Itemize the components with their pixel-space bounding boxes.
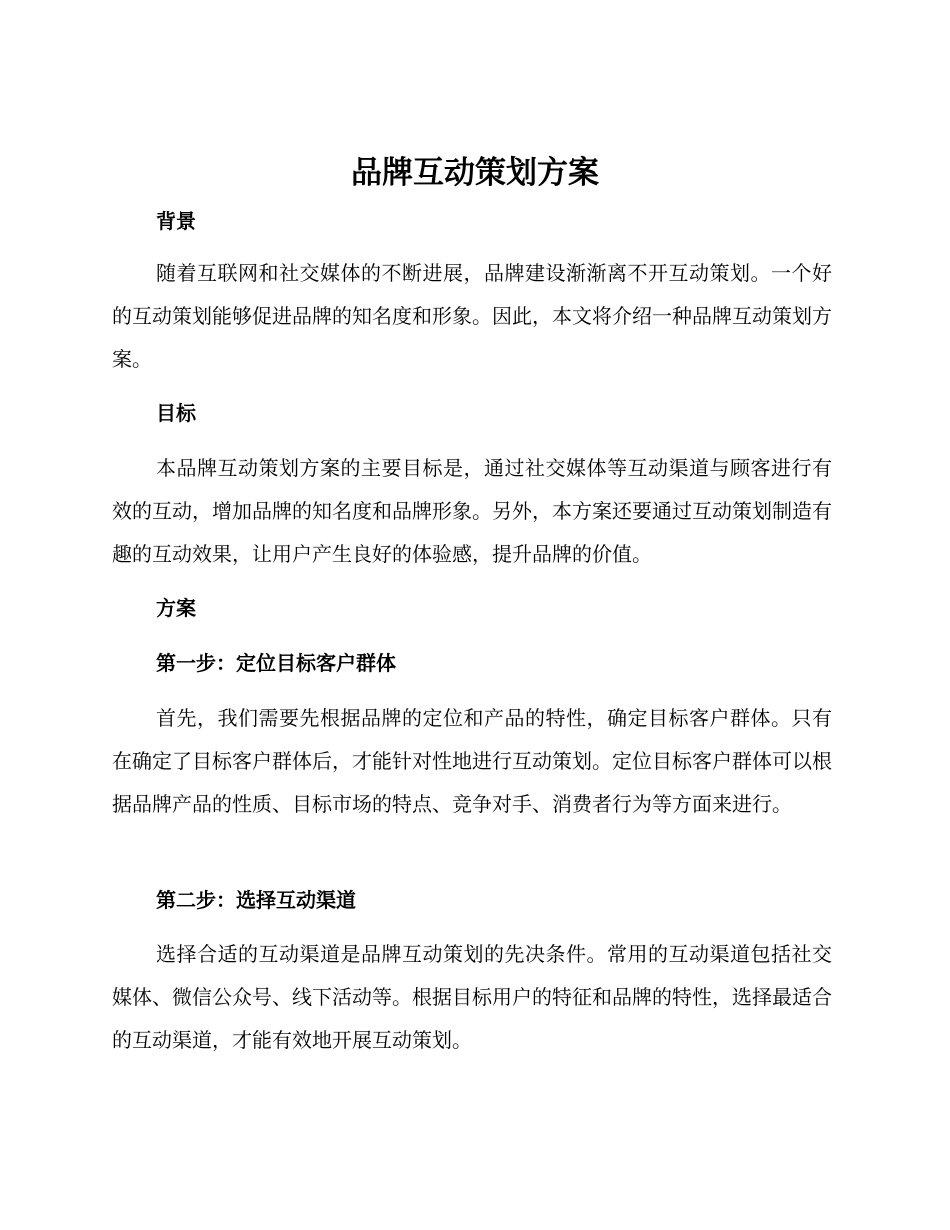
section-heading-goal: 目标: [156, 401, 196, 425]
section-paragraph-goal: 本品牌互动策划方案的主要目标是，通过社交媒体等互动渠道与顾客进行有效的互动，增加品牌的知名度和品牌形象。另外，本方案还要通过互动策划制造有趣的互动效果，让用户产生良好的体验感，提升品牌的价值。: [112, 456, 832, 566]
section-heading-plan: 方案: [156, 596, 196, 620]
section-heading-background: 背景: [156, 209, 196, 233]
section-paragraph-background: 随着互联网和社交媒体的不断进展，品牌建设渐渐离不开互动策划。一个好的互动策划能够促进品牌的知名度和形象。因此，本文将介绍一种品牌互动策划方案。: [112, 261, 832, 371]
step-heading-1: 第一步：定位目标客户群体: [156, 651, 396, 675]
step-heading-2: 第二步：选择互动渠道: [156, 888, 356, 912]
document-title: 品牌互动策划方案: [351, 155, 599, 191]
step-paragraph-1: 首先，我们需要先根据品牌的定位和产品的特性，确定目标客户群体。只有在确定了目标客户群体后，才能针对性地进行互动策划。定位目标客户群体可以根据品牌产品的性质、目标市场的特点、竞争对手、消费者行为等方面来进行。: [112, 706, 832, 816]
step-paragraph-2: 选择合适的互动渠道是品牌互动策划的先决条件。常用的互动渠道包括社交媒体、微信公众号、线下活动等。根据目标用户的特征和品牌的特性，选择最适合的互动渠道，才能有效地开展互动策划。: [112, 942, 832, 1052]
